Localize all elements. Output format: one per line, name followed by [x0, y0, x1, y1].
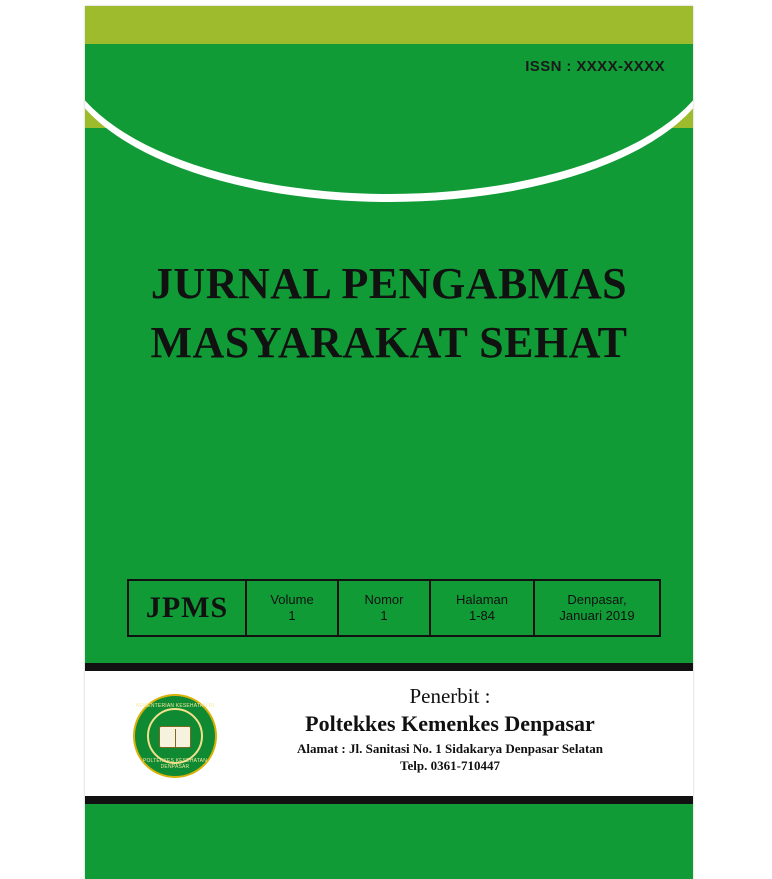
- volume-label: Volume: [270, 591, 314, 607]
- place-date-cell: [535, 581, 659, 635]
- issn-text: ISSN : XXXX-XXXX: [525, 58, 665, 75]
- issue-info-bar: [127, 579, 661, 637]
- volume-value: 1: [288, 608, 296, 623]
- publisher-rule-bottom: [85, 796, 693, 804]
- publisher-phone: Telp. 0361-710447: [400, 757, 500, 773]
- publisher-address: Alamat : Jl. Sanitasi No. 1 Sidakarya Denpasar Selatan: [296, 741, 603, 756]
- institution-logo-icon: [133, 694, 217, 778]
- publisher-rule-top: [85, 663, 693, 671]
- logo-text-bottom: POLTEKKES KESEHATAN DENPASAR: [142, 758, 208, 770]
- publisher-label: Penerbit :: [409, 684, 491, 708]
- number-cell: [339, 581, 431, 635]
- pages-value: 1-84: [468, 608, 496, 623]
- place-label: Denpasar,: [567, 591, 627, 607]
- journal-cover: [85, 6, 693, 879]
- book-icon: [159, 726, 191, 748]
- date-value: Januari 2019: [559, 608, 635, 623]
- publisher-name: Poltekkes Kemenkes Denpasar: [305, 711, 595, 736]
- cover-bottom-band: [85, 804, 693, 879]
- logo-text-top: KEMENTERIAN KESEHATAN RI: [135, 703, 215, 709]
- publisher-info: [235, 684, 665, 774]
- pages-label: Halaman: [455, 591, 509, 607]
- volume-cell: [247, 581, 339, 635]
- journal-title: [85, 254, 693, 373]
- number-value: 1: [380, 608, 388, 623]
- journal-title-line-2: MASYARAKAT SEHAT: [150, 318, 628, 368]
- journal-acronym: JPMS: [129, 581, 247, 635]
- journal-title-line-1: JURNAL PENGABMAS: [150, 259, 628, 308]
- number-label: Nomor: [364, 591, 404, 607]
- pages-cell: [431, 581, 535, 635]
